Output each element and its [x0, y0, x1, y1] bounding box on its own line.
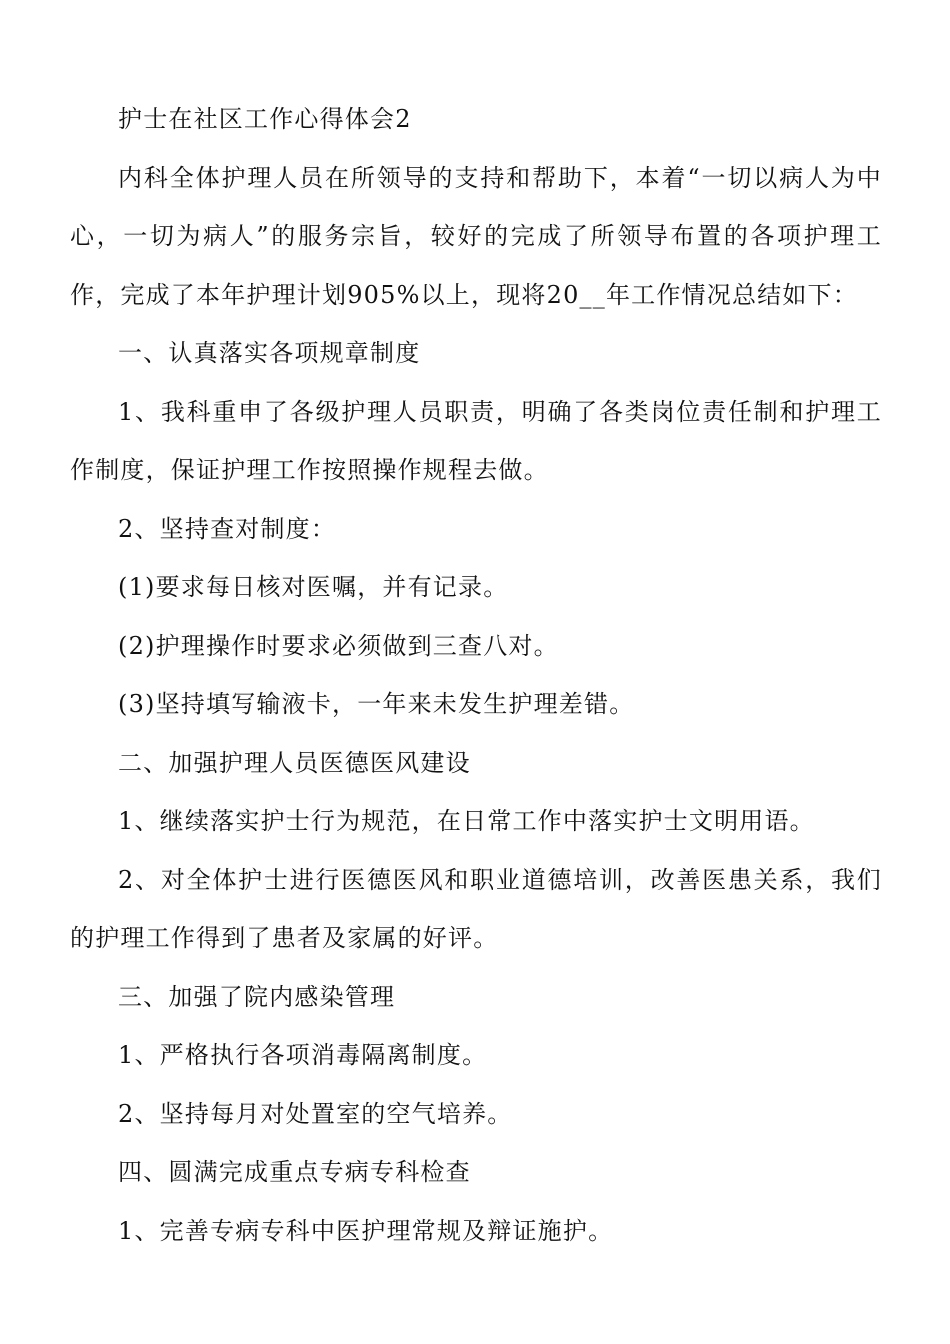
section-heading-4: 四、圆满完成重点专病专科检查: [118, 1158, 471, 1186]
paragraph-2-1: 1、继续落实护士行为规范，在日常工作中落实护士文明用语。: [118, 807, 815, 835]
list-item-3: (3)坚持填写输液卡，一年来未发生护理差错。: [118, 690, 635, 718]
paragraph-1-1: 1、我科重申了各级护理人员职责，明确了各类岗位责任制和护理工作制度，保证护理工作按照操作规程去做。: [70, 397, 882, 484]
paragraph-3-2: 2、坚持每月对处置室的空气培养。: [118, 1099, 513, 1128]
list-item-1: (1)要求每日核对医嘱，并有记录。: [118, 573, 509, 601]
paragraph-4-1: 1、完善专病专科中医护理常规及辩证施护。: [118, 1216, 614, 1245]
section-heading-3: 三、加强了院内感染管理: [118, 982, 396, 1011]
paragraph-3-1: 1、严格执行各项消毒隔离制度。: [118, 1041, 488, 1069]
section-heading-1: 一、认真落实各项规章制度: [118, 339, 421, 367]
list-item-2: (2)护理操作时要求必须做到三查八对。: [118, 631, 559, 660]
intro-paragraph: 内科全体护理人员在所领导的支持和帮助下，本着“一切以病人为中心，一切为病人”的服务宗旨，较好的完成了所领导布置的各项护理工作，完成了本年护理计划905%以上，现将20__年工作情况总结如下：: [70, 163, 882, 309]
paragraph-1-2: 2、坚持查对制度：: [118, 514, 337, 543]
document-title: 护士在社区工作心得体会2: [118, 105, 412, 133]
section-heading-2: 二、加强护理人员医德医风建设: [118, 748, 471, 777]
paragraph-2-2: 2、对全体护士进行医德医风和职业道德培训，改善医患关系，我们的护理工作得到了患者及家属的好评。: [70, 865, 882, 952]
document-body: [70, 90, 882, 1260]
